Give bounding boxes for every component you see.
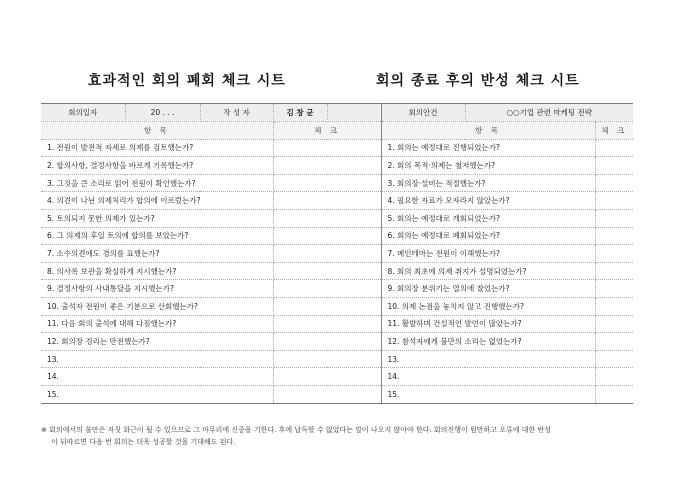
left-item: 12. 회의장 정리는 만전했는가?	[41, 333, 273, 351]
checklist-row	[41, 350, 633, 368]
right-check-cell[interactable]	[595, 333, 633, 351]
left-item: 5. 토의되지 못한 의제가 있는가?	[41, 209, 273, 227]
right-check-cell[interactable]	[595, 227, 633, 245]
right-item: 13.	[381, 350, 595, 368]
right-check-cell[interactable]	[595, 280, 633, 298]
checklist-row	[41, 157, 633, 175]
right-item: 7. 메인테마는 전원이 이해했는가?	[381, 245, 595, 263]
author-label: 작 성 자	[200, 104, 273, 122]
checklist-row	[41, 297, 633, 315]
right-item-header: 항 목	[381, 122, 595, 140]
right-item: 4. 필요한 자료가 모자라지 않았는가?	[381, 192, 595, 210]
footnote-line-2: 이 뒤따르면 다음 번 회의는 더욱 성공할 것을 기대해도 된다.	[51, 438, 236, 446]
left-item: 15.	[41, 385, 273, 403]
left-item: 14.	[41, 368, 273, 386]
checklist-row	[41, 315, 633, 333]
right-item: 10. 의제 논점을 놓치지 않고 진행했는가?	[381, 297, 595, 315]
checklist-table	[41, 103, 633, 404]
header-row	[41, 122, 633, 140]
left-check-cell[interactable]	[273, 350, 381, 368]
left-check-cell[interactable]	[273, 315, 381, 333]
topic-label: 회의안건	[381, 104, 465, 122]
left-check-cell[interactable]	[273, 227, 381, 245]
date-label: 회의일자	[41, 104, 125, 122]
checklist-row	[41, 368, 633, 386]
right-item: 8. 회의 최초에 의제 취지가 설명되었는가?	[381, 262, 595, 280]
right-sheet-title: 회의 종료 후의 반성 체크 시트	[376, 73, 580, 89]
topic-value[interactable]: ○○기업 관련 마케팅 전략	[465, 104, 633, 122]
left-check-cell[interactable]	[273, 297, 381, 315]
right-check-cell[interactable]	[595, 315, 633, 333]
right-check-cell[interactable]	[595, 174, 633, 192]
right-check-cell[interactable]	[595, 350, 633, 368]
right-check-cell[interactable]	[595, 262, 633, 280]
checklist-row	[41, 262, 633, 280]
footnote	[41, 424, 633, 448]
right-item: 3. 회의장·설비는 적절했는가?	[381, 174, 595, 192]
left-check-cell[interactable]	[273, 262, 381, 280]
checklist-row	[41, 192, 633, 210]
checklist-row	[41, 333, 633, 351]
right-check-cell[interactable]	[595, 245, 633, 263]
right-item: 12. 참석자에게 불만의 소리는 없었는가?	[381, 333, 595, 351]
left-check-cell[interactable]	[273, 333, 381, 351]
left-check-cell[interactable]	[273, 192, 381, 210]
checklist-row	[41, 209, 633, 227]
right-check-cell[interactable]	[595, 192, 633, 210]
left-item: 6. 그 의제의 후일 토의에 합의를 보았는가?	[41, 227, 273, 245]
checklist-row	[41, 245, 633, 263]
left-check-cell[interactable]	[273, 280, 381, 298]
left-item: 13.	[41, 350, 273, 368]
left-check-cell[interactable]	[273, 368, 381, 386]
left-item: 1. 전원이 발전적 자세로 의제를 검토했는가?	[41, 139, 273, 157]
left-check-cell[interactable]	[273, 139, 381, 157]
right-check-cell[interactable]	[595, 297, 633, 315]
left-sheet-title: 효과적인 회의 폐회 체크 시트	[88, 73, 286, 89]
right-item: 5. 회의는 예정대로 개회되었는가?	[381, 209, 595, 227]
meta-spacer	[327, 104, 381, 122]
author-value[interactable]: 김 창 균	[273, 104, 327, 122]
left-item: 9. 결정사항의 사내통달을 지시했는가?	[41, 280, 273, 298]
right-item: 9. 회의장 분위기는 열의에 찼었는가?	[381, 280, 595, 298]
right-check-cell[interactable]	[595, 385, 633, 403]
left-item: 4. 의견이 나뉜 의제처리가 합의에 이르렀는가?	[41, 192, 273, 210]
checklist-row	[41, 227, 633, 245]
left-check-cell[interactable]	[273, 157, 381, 175]
left-item: 3. 그것을 큰 소리로 읽어 전원이 확인했는가?	[41, 174, 273, 192]
right-item: 11. 활발하며 건설적인 발언이 많았는가?	[381, 315, 595, 333]
right-check-cell[interactable]	[595, 139, 633, 157]
footnote-line-1: ※ 회의에서의 불만은 자칫 화근이 될 수 있으므로 그 마무리에 신중을 기한다. 후에 납득할 수 없었다는 말이 나오지 않아야 한다. 회의진행이 원만하고 오류에 대한 반성	[41, 426, 552, 434]
right-item: 15.	[381, 385, 595, 403]
left-check-cell[interactable]	[273, 385, 381, 403]
date-value[interactable]: 20 . . .	[125, 104, 200, 122]
left-item-header: 항 목	[41, 122, 273, 140]
right-check-header: 체 크	[595, 122, 633, 140]
left-item: 7. 소수의견에도 경의를 표했는가?	[41, 245, 273, 263]
right-item: 2. 회의 목적·의제는 철저했는가?	[381, 157, 595, 175]
left-item: 8. 의사록 보관을 확실하게 지시했는가?	[41, 262, 273, 280]
left-item: 10. 출석자 전원이 좋은 기분으로 산회했는가?	[41, 297, 273, 315]
checklist-row	[41, 174, 633, 192]
checklist-row	[41, 385, 633, 403]
checklist-row	[41, 139, 633, 157]
left-item: 2. 합의사항, 결정사항을 바르게 기록했는가?	[41, 157, 273, 175]
right-item: 1. 회의는 예정대로 진행되었는가?	[381, 139, 595, 157]
left-check-cell[interactable]	[273, 245, 381, 263]
meta-row	[41, 104, 633, 122]
right-check-cell[interactable]	[595, 209, 633, 227]
left-check-cell[interactable]	[273, 174, 381, 192]
right-item: 14.	[381, 368, 595, 386]
right-item: 6. 회의는 예정대로 폐회되었는가?	[381, 227, 595, 245]
left-check-header: 체 크	[273, 122, 381, 140]
right-check-cell[interactable]	[595, 157, 633, 175]
right-check-cell[interactable]	[595, 368, 633, 386]
checklist-row	[41, 280, 633, 298]
left-check-cell[interactable]	[273, 209, 381, 227]
left-item: 11. 다음 회의 출석에 대해 다짐했는가?	[41, 315, 273, 333]
